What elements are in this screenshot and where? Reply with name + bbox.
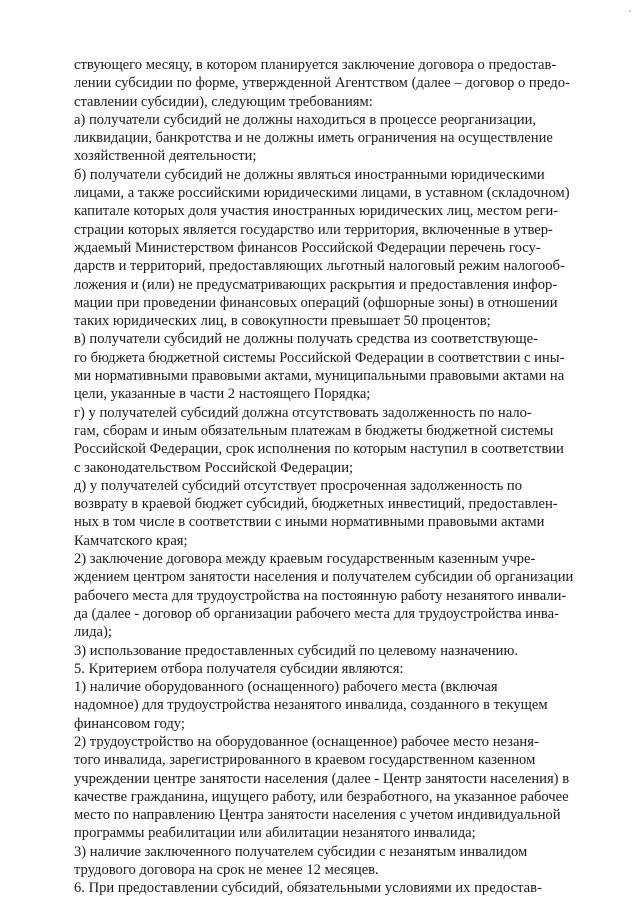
scan-artifact	[629, 10, 631, 12]
document-body-text: ствующего месяцу, в котором планируется заключение договора о предостав- лении субсидии по форме, утвержденной Агентством (далее – договор о предо- ставлении субсидии), следующим требованиям: а) получатели субсидий не должны находиться в процессе реорганизации, ликвидации, банкротства и не должны иметь ограничения на осуществление хозяйственной деятельности; б) получатели субсидий не должны являться иностранными юридическими лицами, а также российскими юридическими лицами, в уставном (складочном) капитале которых доля участия иностранных юридических лиц, местом реги- страции которых является государство или территория, включенные в утвер- ждаемый Министерством финансов Российской Федерации перечень госу- дарств и территорий, предоставляющих льготный налоговый режим налогооб- ложения и (или) не предусматривающих раскрытия и предоставления инфор- мации при проведении финансовых операций (офшорные зоны) в отношении таких юридических лиц, в совокупности превышает 50 процентов; в) получатели субсидий не должны получать средства из соответствующе- го бюджета бюджетной системы Российской Федерации в соответствии с ины- ми нормативными правовыми актами, муниципальными правовыми актами на цели, указанные в части 2 настоящего Порядка; г) у получателей субсидий должна отсутствовать задолженность по нало- гам, сборам и иным обязательным платежам в бюджеты бюджетной системы Российской Федерации, срок исполнения по которым наступил в соответствии с законодательством Российской Федерации; д) у получателей субсидий отсутствует просроченная задолженность по возврату в краевой бюджет субсидий, бюджетных инвестиций, предоставлен- ных в том числе в соответствии с иными нормативными правовыми актами Камчатского края; 2) заключение договора между краевым государственным казенным учре- ждением центром занятости населения и получателем субсидии об организации рабочего места для трудоустройства на постоянную работу незанятого инвали- да (далее - договор об организации рабочего места для трудоустройства инва- лида); 3) использование предоставленных субсидий по целевому назначению. 5. Критерием отбора получателя субсидии являются: 1) наличие оборудованного (оснащенного) рабочего места (включая надомное) для трудоустройства незанятого инвалида, созданного в текущем финансовом году; 2) трудоустройство на оборудованное (оснащенное) рабочее место незаня- того инвалида, зарегистрированного в краевом государственном казенном учреждении центре занятости населения (далее - Центр занятости населения) в качестве гражданина, ищущего работу, или безработного, на указанное рабочее место по направлению Центра занятости населения с учетом индивидуальной программы реабилитации или абилитации незанятого инвалида; 3) наличие заключенного получателем субсидии с незанятым инвалидом трудового договора на срок не менее 12 месяцев. 6. При предоставлении субсидий, обязательными условиями их предостав-	[74, 57, 574, 897]
